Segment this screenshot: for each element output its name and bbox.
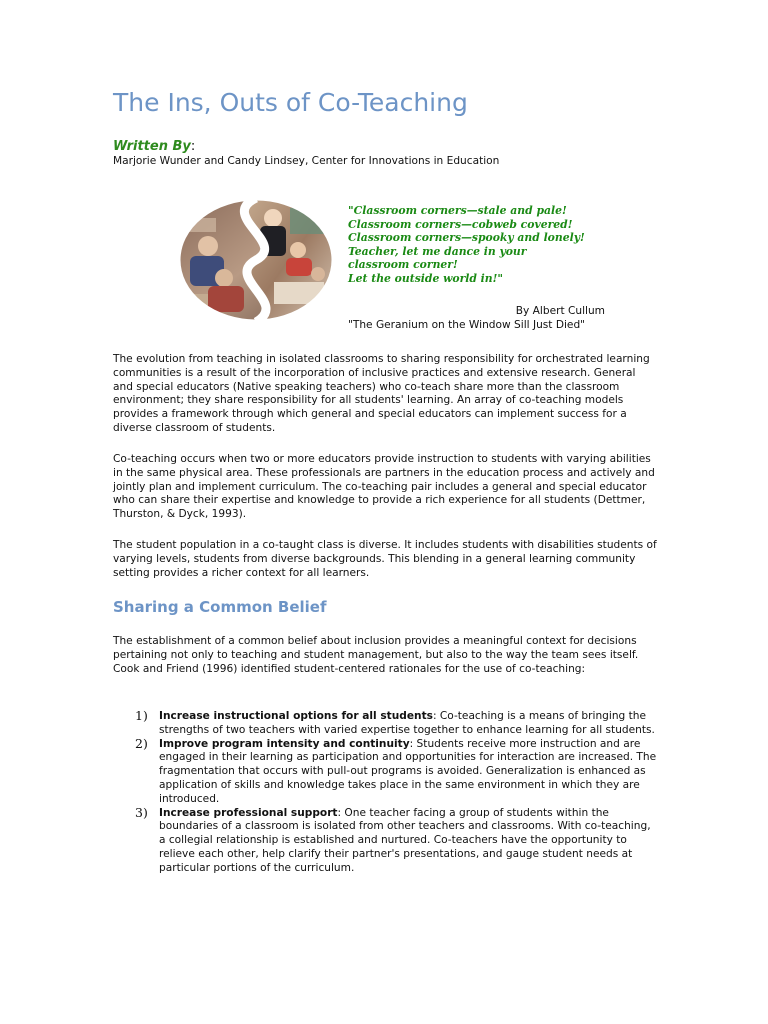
paragraph-definition: Co-teaching occurs when two or more educators provide instruction to students with varying abilities in the same physical area. These professionals are partners in the education process and actively and jointly plan and implement curriculum. The co-teaching pair includes a general and special educator who can share their expertise and knowledge to provide a rich experience for all students (Dettmer, Thurston, & Dyck, 1993). <box>113 453 655 521</box>
written-by-colon: : <box>190 139 196 154</box>
poem-line: "Classroom corners—stale and pale! <box>348 204 567 217</box>
poem-line: classroom corner! <box>348 258 458 272</box>
quote-attribution <box>348 304 610 332</box>
section-heading: Sharing a Common Belief <box>113 598 327 616</box>
list-number: 3) <box>135 804 148 820</box>
authors: Marjorie Wunder and Candy Lindsey, Center for Innovations in Education <box>113 155 500 167</box>
list-item-term: Improve program intensity and continuity <box>159 737 410 750</box>
quote-source: "The Geranium on the Window Sill Just Died" <box>348 319 586 331</box>
list-number: 1) <box>135 708 148 723</box>
list-item-text: : Students receive more instruction and are engaged in their learning as participation and opportunities for interaction are increased. The fragmentation that occurs with pull-out programs is avoided. Generalization is enhanced as application of skills and knowledge takes place in the same environment in which they are introduced. <box>159 737 657 805</box>
list-item-text: : One teacher facing a group of students within the boundaries of a classroom is isolated from other teachers and classrooms. With co-teaching, a collegial relationship is established and nurtured. Co-teachers have the opportunity to relieve each other, help clarify their partner's presentations, and gauge student needs at particular portions of the curriculum. <box>159 806 651 874</box>
quote-author: By Albert Cullum <box>515 305 605 317</box>
poem-quote <box>348 204 618 286</box>
list-item-term: Increase instructional options for all students <box>159 710 433 722</box>
poem-line: Teacher, let me dance in your <box>348 244 527 258</box>
written-by-line <box>113 139 195 154</box>
list-item <box>113 735 658 807</box>
classroom-photo <box>178 198 334 322</box>
paragraph-intro: The evolution from teaching in isolated classrooms to sharing responsibility for orchestrated learning communities is a result of the incorporation of inclusive practices and extensive research. General and special educators (Native speaking teachers) who co-teach share more than the classroom environment; they share responsibility for all students' learning. An array of co-teaching models provides a framework through which general and special educators can implement success for a diverse classroom of students. <box>113 353 650 434</box>
poem-line: Let the outside world in!" <box>348 271 503 285</box>
poem-line: Classroom corners—spooky and lonely! <box>348 231 585 245</box>
paragraph-population: The student population in a co-taught class is diverse. It includes students with disabilities students of varying levels, students from diverse backgrounds. This blending in a general learning community setting provides a richer context for all learners. <box>113 539 657 579</box>
list-item-text: : Co-teaching is a means of bringing the strengths of two teachers with varied expertise together to enhance learning for all students. <box>159 710 655 736</box>
list-item <box>113 710 658 738</box>
list-number: 2) <box>135 735 148 751</box>
section-intro: The establishment of a common belief about inclusion provides a meaningful context for decisions pertaining not only to teaching and student management, but also to the way the team sees itself. Cook and Friend (1996) identified student-centered rationales for the use of co-teaching: <box>113 635 639 675</box>
written-by-label: Written By <box>113 139 191 154</box>
rationale-list <box>113 710 658 876</box>
list-item-term: Increase professional support <box>159 806 338 819</box>
poem-line: Classroom corners—cobweb covered! <box>348 217 573 231</box>
list-item <box>113 804 658 876</box>
page-title: The Ins, Outs of Co-Teaching <box>113 88 468 117</box>
